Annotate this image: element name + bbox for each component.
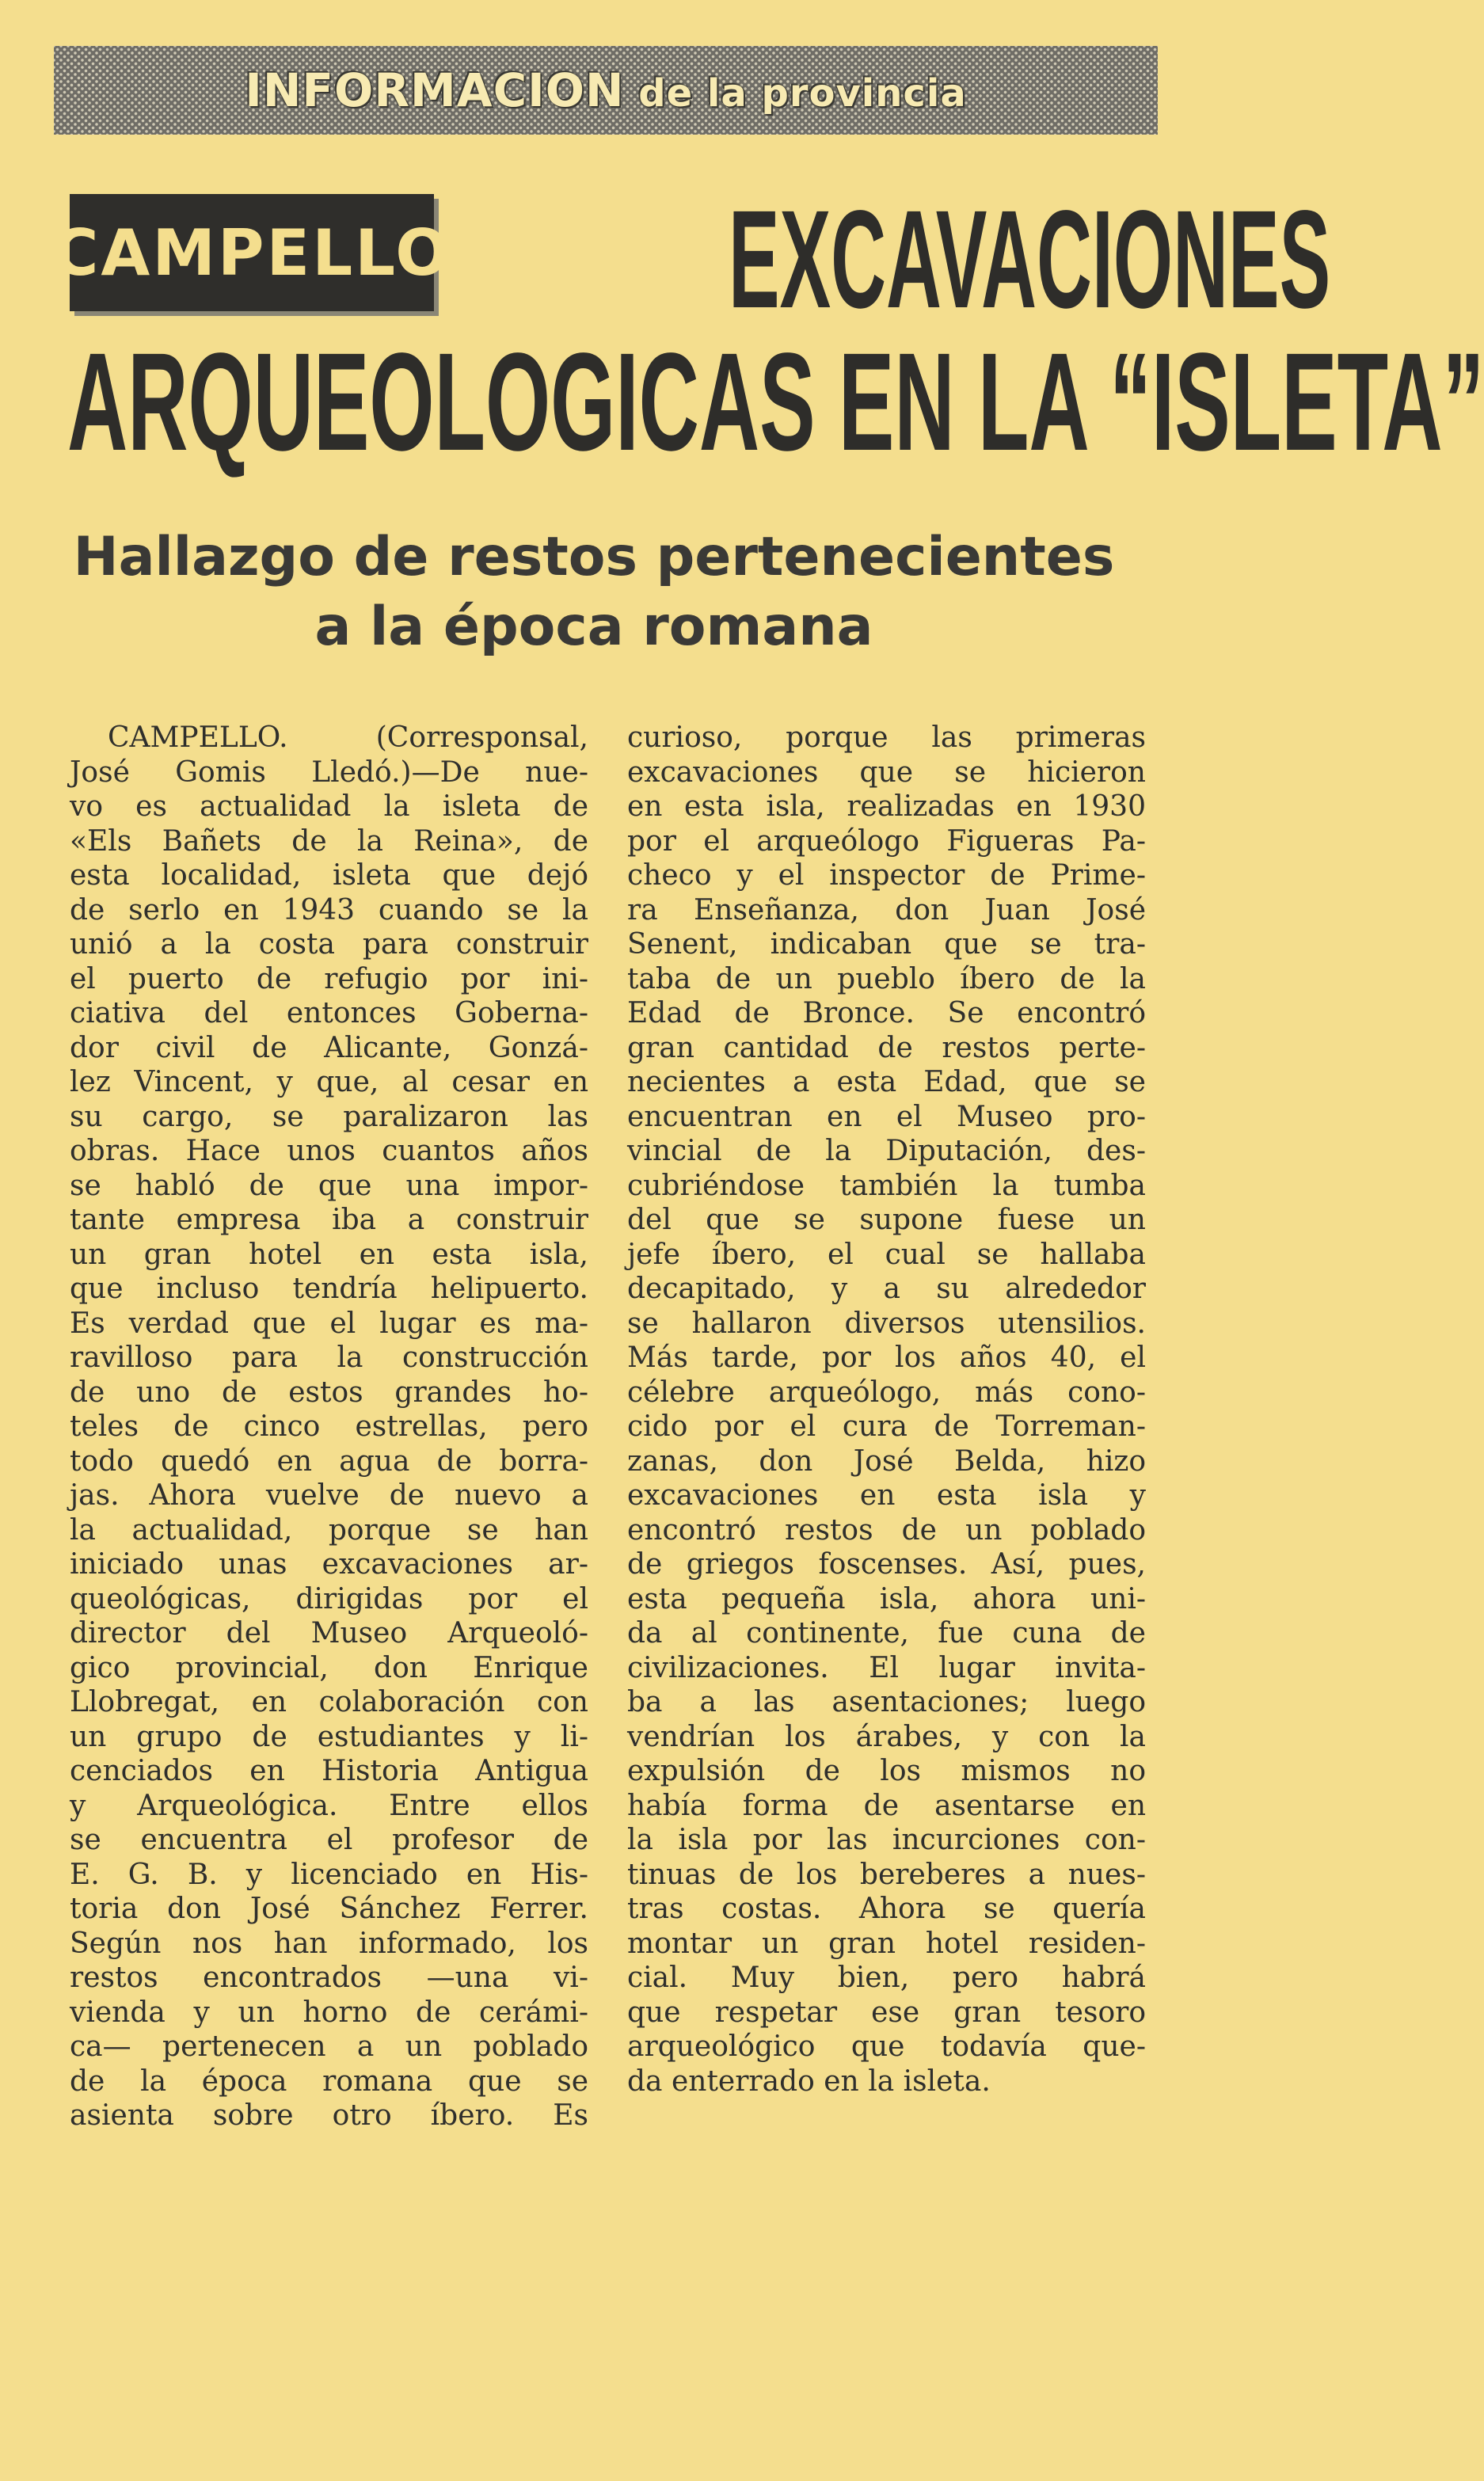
article-line: de uno de estos grandes ho-	[70, 1376, 588, 1409]
article-line: esta pequeña isla, ahora uni-	[627, 1582, 1146, 1615]
article-line: Más tarde, por los años 40, el	[627, 1341, 1146, 1374]
article-line: y Arqueológica. Entre ellos	[70, 1789, 588, 1822]
article-line: ravilloso para la construcción	[70, 1341, 588, 1374]
article-line: vendrían los árabes, y con la	[627, 1720, 1146, 1753]
article-line: todo quedó en agua de borra-	[70, 1444, 588, 1478]
article-line: expulsión de los mismos no	[627, 1755, 1146, 1787]
article-line: la isla por las incurciones con-	[627, 1824, 1146, 1856]
article-line: esta localidad, isleta que dejó	[70, 859, 588, 892]
article-line: ca— pertenecen a un poblado	[70, 2030, 588, 2063]
article-line: tante empresa iba a construir	[70, 1204, 588, 1236]
article-line: lez Vincent, y que, al cesar en	[70, 1066, 588, 1098]
article-line: taba de un pueblo íbero de la	[627, 962, 1146, 995]
article-line: encontró restos de un poblado	[627, 1513, 1146, 1547]
article-line: Llobregat, en colaboración con	[70, 1686, 588, 1718]
article-line: Es verdad que el lugar es ma-	[70, 1307, 588, 1340]
article-line: Según nos han informado, los	[70, 1927, 588, 1960]
headline-line-2: ARQUEOLOGICAS EN LA “ISLETA”	[67, 325, 1484, 480]
headline-line-1: EXCAVACIONES	[729, 182, 1331, 337]
article-line: cenciados en Historia Antigua	[70, 1755, 588, 1787]
article-line: director del Museo Arqueoló-	[70, 1617, 588, 1650]
article-line: excavaciones en esta isla y	[627, 1479, 1146, 1512]
article-line: su cargo, se paralizaron las	[70, 1100, 588, 1133]
article-line: jas. Ahora vuelve de nuevo a	[70, 1479, 588, 1512]
article-line: ba a las asentaciones; luego	[627, 1686, 1146, 1718]
article-line: Edad de Bronce. Se encontró	[627, 997, 1146, 1029]
article-line: civilizaciones. El lugar invita-	[627, 1651, 1146, 1684]
article-line: obras. Hace unos cuantos años	[70, 1135, 588, 1167]
article-line: excavaciones que se hicieron	[627, 755, 1146, 789]
section-banner	[54, 46, 1158, 135]
article-line: cubriéndose también la tumba	[627, 1169, 1146, 1202]
article-line: «Els Bañets de la Reina», de	[70, 824, 588, 858]
article-line: gran cantidad de restos perte-	[627, 1031, 1146, 1064]
article-line: E. G. B. y licenciado en His-	[70, 1858, 588, 1891]
subheadline	[48, 523, 1140, 663]
article-line: de serlo en 1943 cuando se la	[70, 893, 588, 927]
article-line: teles de cinco estrellas, pero	[70, 1410, 588, 1443]
article-line: dor civil de Alicante, Gonzá-	[70, 1031, 588, 1064]
article-line: da al continente, fue cuna de	[627, 1617, 1146, 1650]
article-column-left	[70, 721, 588, 2133]
article-line: que respetar ese gran tesoro	[627, 1996, 1146, 2029]
article-line: arqueológico que todavía que-	[627, 2030, 1146, 2063]
article-line: jefe íbero, el cual se hallaba	[627, 1238, 1146, 1271]
article-line: se hallaron diversos utensilios.	[627, 1307, 1146, 1340]
article-line: unió a la costa para construir	[70, 928, 588, 961]
article-line: cial. Muy bien, pero habrá	[627, 1962, 1146, 1994]
article-line: decapitado, y a su alrededor	[627, 1273, 1146, 1305]
article-line: vo es actualidad la isleta de	[70, 790, 588, 823]
article-line: tinuas de los bereberes a nues-	[627, 1858, 1146, 1891]
article-line: Senent, indicaban que se tra-	[627, 928, 1146, 961]
article-line: iniciado unas excavaciones ar-	[70, 1548, 588, 1581]
article-line: cido por el cura de Torreman-	[627, 1410, 1146, 1443]
article-line: célebre arqueólogo, más cono-	[627, 1376, 1146, 1409]
article-line: había forma de asentarse en	[627, 1789, 1146, 1822]
article-line: da enterrado en la isleta.	[627, 2064, 991, 2098]
article-line: José Gomis Lledó.)—De nue-	[70, 755, 588, 789]
article-line: tras costas. Ahora se quería	[627, 1893, 1146, 1925]
article-column-right	[627, 721, 1146, 2099]
article-line: restos encontrados —una vi-	[70, 1962, 588, 1994]
article-line: se encuentra el profesor de	[70, 1824, 588, 1856]
article-line: un grupo de estudiantes y li-	[70, 1720, 588, 1753]
article-line: se habló de que una impor-	[70, 1169, 588, 1202]
article-line: de la época romana que se	[70, 2064, 588, 2098]
article-line: vincial de la Diputación, des-	[627, 1135, 1146, 1167]
article-line: ciativa del entonces Goberna-	[70, 997, 588, 1029]
section-banner-text: INFORMACION de la provincia	[245, 63, 967, 117]
article-line: toria don José Sánchez Ferrer.	[70, 1893, 588, 1925]
subheadline-line-2: a la época romana	[314, 596, 873, 659]
article-line: de griegos foscenses. Así, pues,	[627, 1548, 1146, 1581]
article-line: la actualidad, porque se han	[70, 1513, 588, 1547]
article-line: en esta isla, realizadas en 1930	[627, 790, 1146, 823]
article-line: por el arqueólogo Figueras Pa-	[627, 824, 1146, 858]
article-line: asienta sobre otro íbero. Es	[70, 2099, 588, 2132]
article-line: ra Enseñanza, don Juan José	[627, 893, 1146, 927]
article-line: zanas, don José Belda, hizo	[627, 1444, 1146, 1478]
article-line: un gran hotel en esta isla,	[70, 1238, 588, 1271]
article-line: que incluso tendría helipuerto.	[70, 1273, 588, 1305]
article-line: montar un gran hotel residen-	[627, 1927, 1146, 1960]
article-line: curioso, porque las primeras	[627, 721, 1146, 754]
article-line: queológicas, dirigidas por el	[70, 1582, 588, 1615]
article-line: el puerto de refugio por ini-	[70, 962, 588, 995]
article-line: necientes a esta Edad, que se	[627, 1066, 1146, 1098]
article-line: checo y el inspector de Prime-	[627, 859, 1146, 892]
article-line: gico provincial, don Enrique	[70, 1651, 588, 1684]
article-line: encuentran en el Museo pro-	[627, 1100, 1146, 1133]
article-line: CAMPELLO. (Corresponsal,	[108, 721, 588, 754]
article-line: vienda y un horno de cerámi-	[70, 1996, 588, 2029]
location-tag: CAMPELLO	[70, 194, 434, 311]
subheadline-line-1: Hallazgo de restos pertenecientes	[73, 526, 1115, 588]
article-line: del que se supone fuese un	[627, 1204, 1146, 1236]
